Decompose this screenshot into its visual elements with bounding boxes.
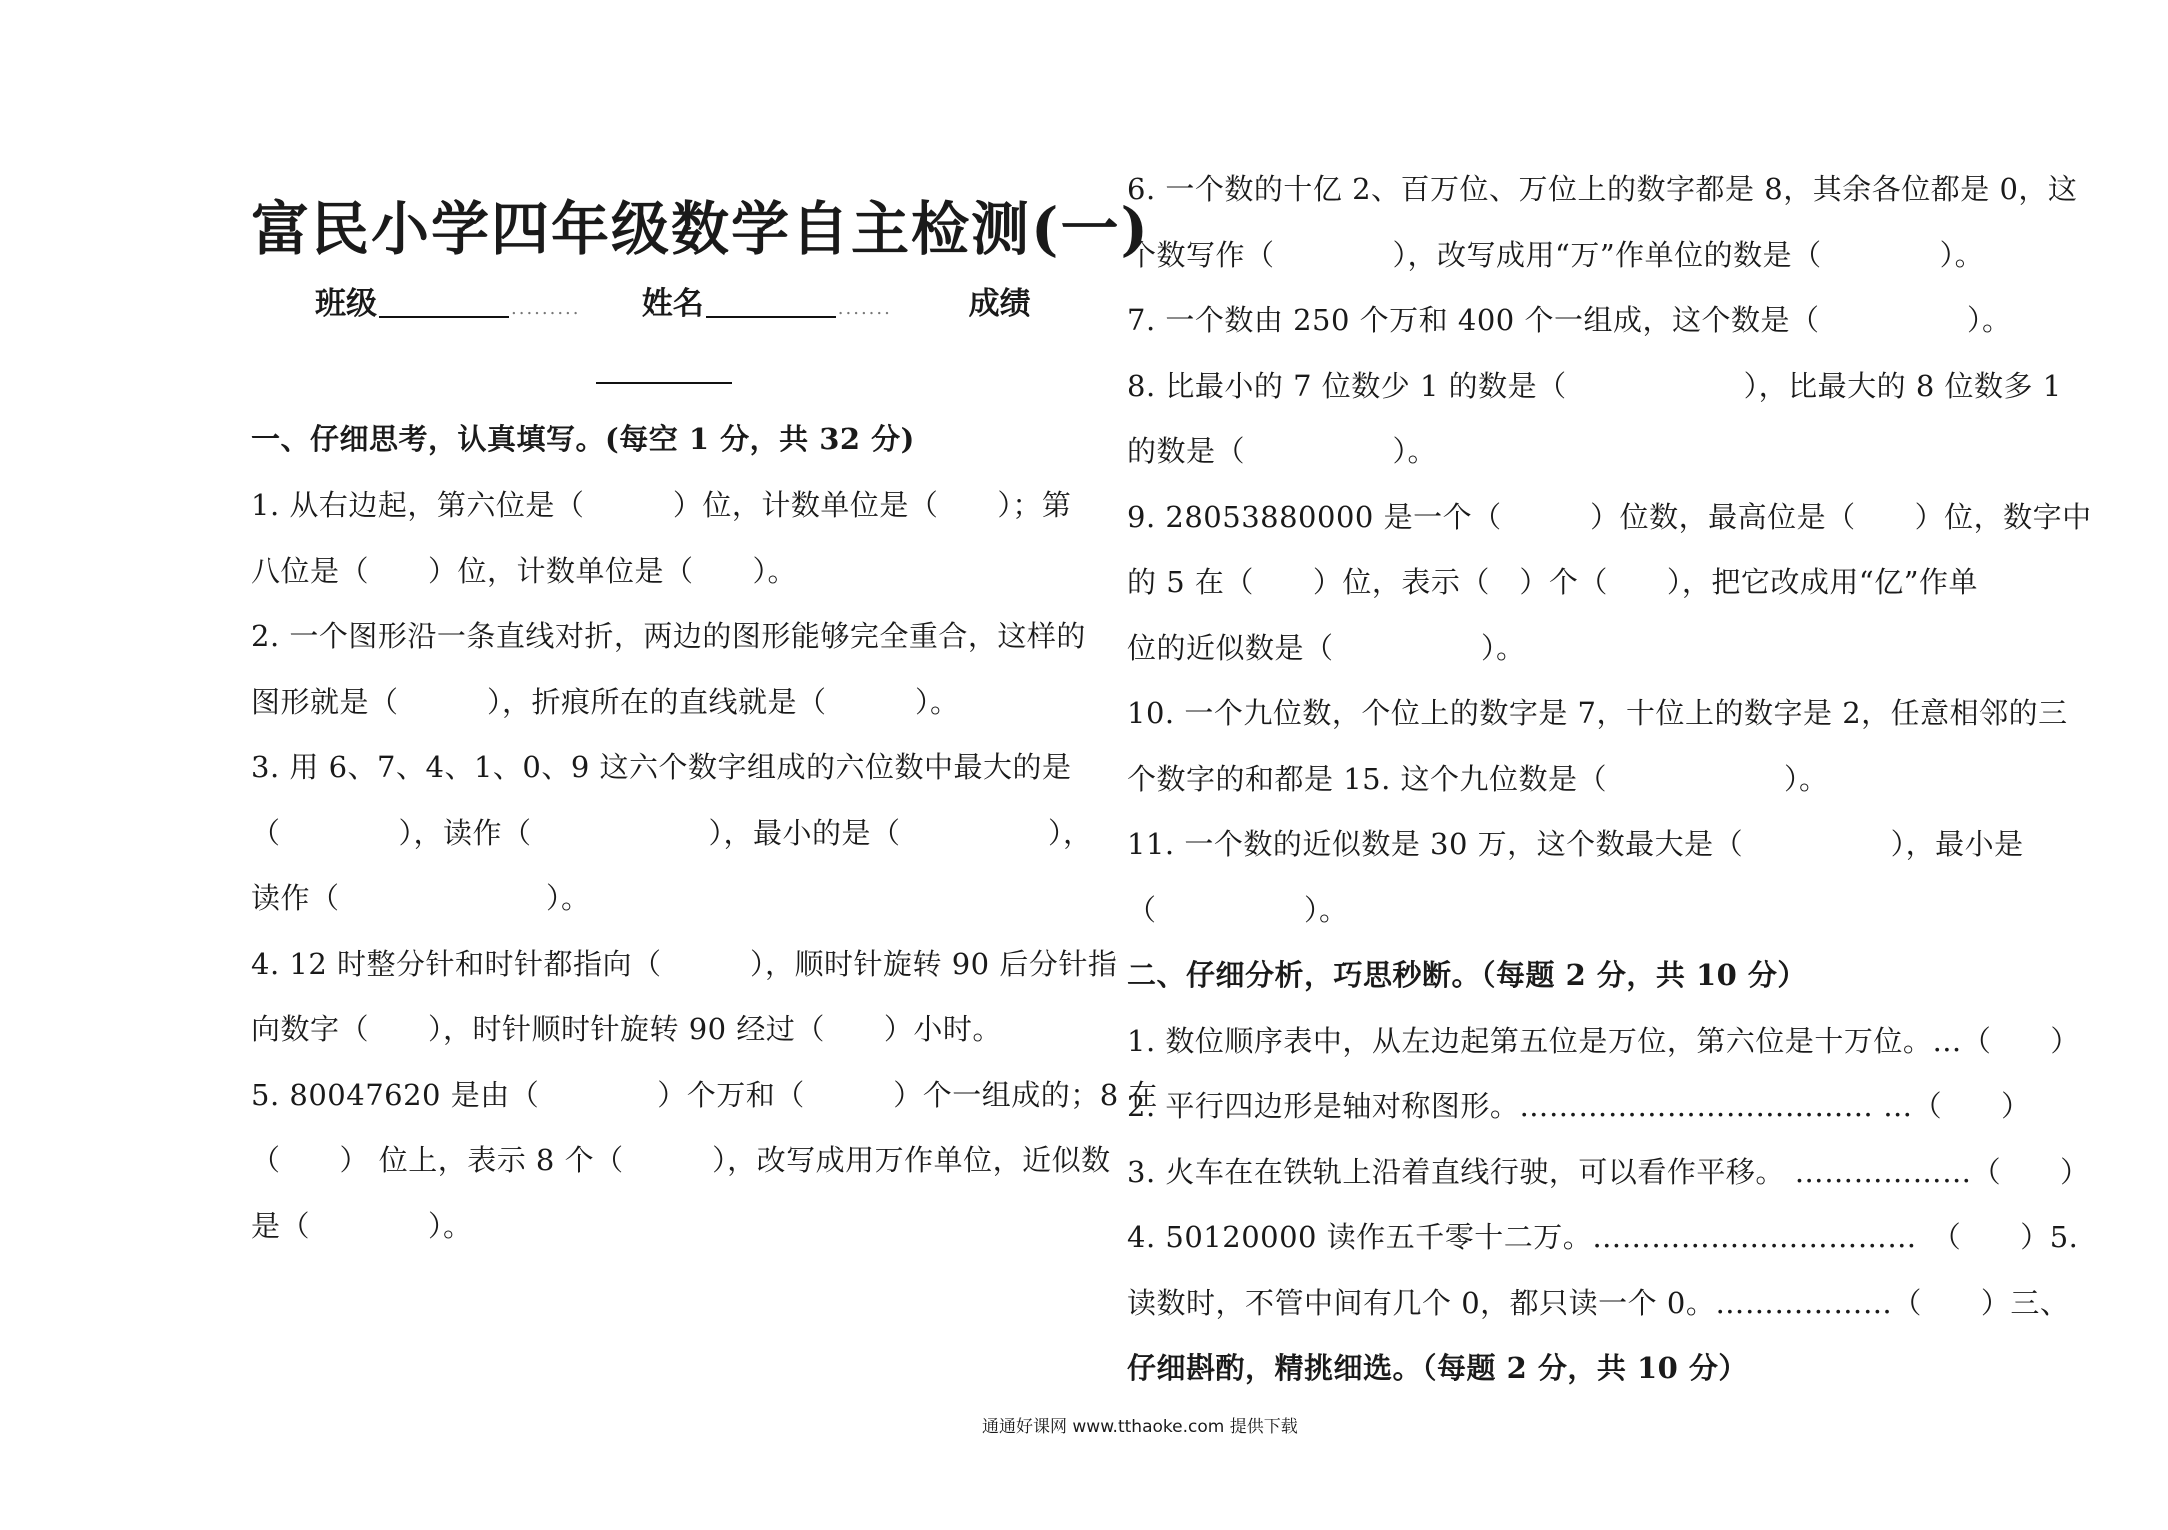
question-line: 读作（ ）。 [251,881,591,915]
true-false-item: 4. 50120000 读作五千零十二万。…………………………… （ ）5. [1127,1220,2079,1254]
true-false-item: 1. 数位顺序表中，从左边起第五位是万位，第六位是十万位。…（ ） [1127,1024,2080,1058]
question-line: 是（ ）。 [251,1209,473,1243]
question-line: （ ），读作（ ），最小的是（ ）， [251,816,1093,850]
question-line: 4. 12 时整分针和时针都指向（ ），顺时针旋转 90 后分针指 [251,947,1118,981]
question-line: 9. 28053880000 是一个（ ）位数，最高位是（ ）位，数字中 [1127,500,2092,534]
question-line: 图形就是（ ），折痕所在的直线就是（ ）。 [251,685,960,719]
true-false-item: 2. 平行四边形是轴对称图形。……………………………… …（ ） [1127,1089,2031,1123]
page-title: 富民小学四年级数学自主检测(一) [251,195,1150,263]
question-line: 个数字的和都是 15. 这个九位数是（ ）。 [1127,762,1829,796]
student-info-row [315,278,1031,323]
true-false-item: 读数时，不管中间有几个 0，都只读一个 0。………………（ ）三、 [1127,1286,2070,1320]
question-line: 3. 用 6、7、4、1、0、9 这六个数字组成的六位数中最大的是 [251,750,1072,784]
section-2-title: 二、仔细分析，巧思秒断。（每题 2 分，共 10 分） [1127,958,1807,992]
class-blank [379,316,509,318]
question-line: 个数写作（ ），改写成用“万”作单位的数是（ ）。 [1127,238,1985,272]
true-false-item: 3. 火车在在铁轨上沿着直线行驶，可以看作平移。 ………………（ ） [1127,1155,2090,1189]
question-line: 向数字（ ），时针顺时针旋转 90 经过（ ）小时。 [251,1012,1002,1046]
question-line: 2. 一个图形沿一条直线对折，两边的图形能够完全重合，这样的 [251,619,1086,653]
name-blank [706,316,836,318]
question-line: 10. 一个九位数，个位上的数字是 7，十位上的数字是 2，任意相邻的三 [1127,696,2068,730]
score-label: 成绩 [968,286,1031,322]
question-line: 1. 从右边起，第六位是（ ）位，计数单位是（ ）；第 [251,488,1072,522]
question-line: 的 5 在（ ）位，表示（ ）个（ ），把它改成用“亿”作单 [1127,565,1979,599]
class-label: 班级 [315,286,377,322]
section-3-title: 仔细斟酌，精挑细选。（每题 2 分，共 10 分） [1127,1351,1748,1385]
dotted-divider: ......... [511,298,581,319]
question-line: （ ）。 [1127,893,1349,927]
footer-credit: 通通好课网 www.tthaoke.com 提供下载 [982,1417,1298,1437]
question-line: 的数是（ ）。 [1127,434,1438,468]
question-line: 位的近似数是（ ）。 [1127,631,1526,665]
question-line: 5. 80047620 是由（ ）个万和（ ）个一组成的；8 在 [251,1078,1158,1112]
dotted-divider: ....... [837,298,892,319]
question-line: 11. 一个数的近似数是 30 万，这个数最大是（ ），最小是 [1127,827,2024,861]
question-line: 8. 比最小的 7 位数少 1 的数是（ ），比最大的 8 位数多 1 [1127,369,2062,403]
question-line: 八位是（ ）位，计数单位是（ ）。 [251,554,798,588]
name-label: 姓名 [641,286,704,322]
score-blank [596,382,732,384]
question-line: 6. 一个数的十亿 2、百万位、万位上的数字都是 8，其余各位都是 0，这 [1127,172,2078,206]
question-line: （ ） 位上，表示 8 个（ ），改写成用万作单位，近似数 [251,1143,1111,1177]
section-1-title: 一、仔细思考，认真填写。(每空 1 分，共 32 分) [251,422,915,456]
question-line: 7. 一个数由 250 个万和 400 个一组成，这个数是（ ）。 [1127,303,2012,337]
